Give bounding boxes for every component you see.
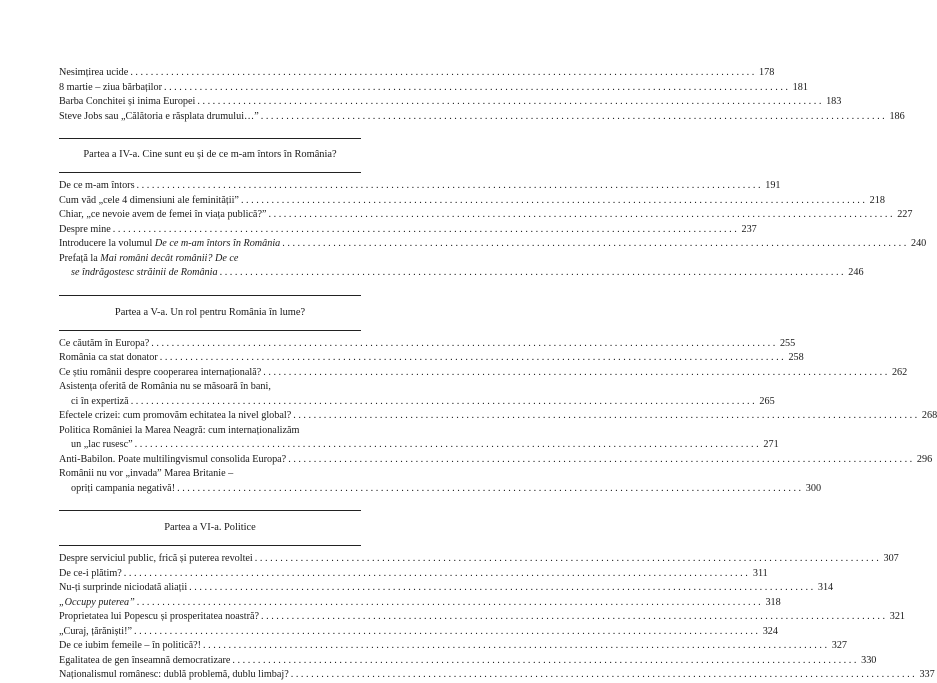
toc-entry-title: Nesimțirea ucide: [59, 67, 129, 78]
toc-entry-title: Despre mine: [59, 223, 111, 235]
toc-entry-title: Despre serviciul public, frică și puterea revoltei: [59, 553, 253, 564]
toc-entry-page: 327: [831, 640, 847, 651]
toc-entry-page: 258: [788, 352, 804, 363]
toc-entry: [59, 223, 757, 238]
toc-entry: [59, 596, 781, 611]
toc-entry: [59, 654, 877, 669]
toc-entry-title: Barba Conchitei și inima Europei: [59, 96, 196, 107]
toc-entry-page: 321: [889, 611, 905, 622]
toc-entry-title: Steve Jobs sau „Călătoria e răsplata drumului…”: [59, 110, 259, 122]
toc-entry: [59, 581, 834, 596]
toc-entry: [59, 194, 885, 209]
toc-entry-page: 218: [869, 194, 885, 206]
toc-entry: [59, 639, 847, 654]
toc-entry-title-continued: un „lac rusesc”: [71, 439, 133, 450]
toc-entry-page: 268: [921, 410, 937, 421]
toc-entry-title-continued: opriți campania negativă!: [71, 482, 176, 494]
toc-block-part-4: [59, 179, 927, 281]
toc-entry: [59, 95, 842, 110]
toc-entry: [59, 66, 775, 81]
toc-entry: [59, 337, 796, 352]
toc-entry-title: „Curaj, țărăniști!”: [59, 625, 132, 637]
toc-entry-page: 271: [763, 439, 779, 450]
toc-entry-title: România ca stat donator: [59, 352, 158, 363]
toc-entry-page: 181: [792, 81, 808, 93]
toc-entry-title: Prefață la Mai români decât românii? De ce: [59, 252, 239, 264]
toc-entry-title: Naționalismul românesc: dublă problemă, dublu limbaj?: [59, 669, 289, 680]
toc-entry-page: 300: [805, 482, 822, 494]
table-of-contents: [59, 66, 937, 683]
toc-entry-title-continued: se îndrăgostesc străinii de România: [71, 267, 218, 278]
section-heading: Partea a IV-a. Cine sunt eu și de ce m-am întors în România?: [83, 149, 337, 160]
toc-entry-page: 318: [765, 596, 781, 608]
toc-entry-title: Românii nu vor „invada” Marea Britanie –: [59, 468, 234, 479]
toc-entry-title: De ce m-am întors: [59, 180, 135, 191]
toc-entry-title: De ce-i plătim?: [59, 567, 122, 579]
toc-entry: [59, 179, 781, 194]
toc-entry-title: Egalitatea de gen înseamnă democratizare: [59, 654, 231, 666]
toc-entry-page: 240: [910, 238, 927, 249]
toc-entry: [59, 110, 905, 125]
toc-entry-page: 314: [817, 582, 834, 593]
toc-entry-page: 255: [779, 337, 796, 349]
toc-entry-page: 307: [883, 553, 899, 564]
toc-entry-page: 246: [848, 267, 864, 278]
section-heading: Partea a VI-a. Politice: [164, 522, 256, 533]
toc-entry: [59, 453, 933, 468]
toc-entry: [59, 467, 822, 496]
toc-entry: [59, 252, 864, 281]
toc-entry-page: 237: [741, 223, 757, 235]
toc-entry-page: 186: [889, 110, 905, 122]
toc-entry: [59, 409, 937, 424]
toc-entry-page: 265: [759, 395, 775, 407]
toc-entry-title: Anti-Babilon. Poate multilingvismul consolida Europa?: [59, 453, 287, 465]
toc-entry-title: Ce știu românii despre cooperarea internațională?: [59, 366, 262, 378]
toc-entry-title: Chiar, „ce nevoie avem de femei în viața publică?”: [59, 209, 267, 220]
toc-entry-page: 311: [752, 567, 768, 579]
toc-entry-page: 330: [861, 654, 877, 666]
toc-entry: [59, 81, 808, 96]
toc-entry-title: Politica României la Marea Neagră: cum internaționalizăm: [59, 424, 300, 436]
toc-entry: [59, 351, 804, 366]
toc-entry-title: De ce iubim femeile – în politică?!: [59, 640, 202, 651]
toc-entry-title: Proprietatea lui Popescu și prosperitatea noastră?: [59, 611, 260, 622]
toc-block-part-5: [59, 337, 937, 497]
section-heading: Partea a V-a. Un rol pentru România în lume?: [114, 306, 306, 318]
toc-entry-page: 178: [759, 67, 775, 78]
toc-entry-page: 191: [765, 180, 781, 191]
toc-entry-title: „Occupy puterea”: [59, 596, 135, 608]
toc-entry-page: 227: [897, 209, 913, 220]
toc-entry-title: Introducere la volumul De ce m-am întors în România: [59, 238, 281, 249]
toc-entry: [59, 625, 778, 640]
toc-entry-title: Nu-ți surprinde niciodată aliații: [59, 582, 188, 593]
toc-entry: [59, 610, 905, 625]
toc-entry-title: Asistența oferită de România nu se măsoară în bani,: [59, 381, 271, 392]
toc-entry: [59, 424, 779, 453]
toc-entry: [59, 567, 768, 582]
toc-block-part-6: [59, 552, 935, 683]
toc-entry-page: 337: [919, 669, 935, 680]
toc-entry-page: 324: [762, 625, 778, 637]
toc-entry-title-continued: ci în expertiză: [71, 395, 129, 407]
toc-entry-title: Efectele crizei: cum promovăm echitatea la nivel global?: [59, 410, 292, 421]
toc-entry: [59, 366, 908, 381]
toc-entry-title: Cum văd „cele 4 dimensiuni ale feminității”: [59, 194, 239, 206]
toc-entry-title: Ce căutăm în Europa?: [59, 337, 150, 349]
toc-entry: [59, 237, 927, 252]
toc-entry-page: 262: [891, 366, 908, 378]
toc-entry: [59, 380, 775, 409]
toc-entry: [59, 552, 899, 567]
toc-entry: [59, 668, 935, 683]
toc-entry-title: 8 martie – ziua bărbaților: [59, 81, 162, 93]
toc-entry-page: 296: [916, 453, 933, 465]
toc-block-continued: [59, 66, 905, 124]
toc-entry-page: 183: [826, 96, 842, 107]
toc-entry: [59, 208, 913, 223]
